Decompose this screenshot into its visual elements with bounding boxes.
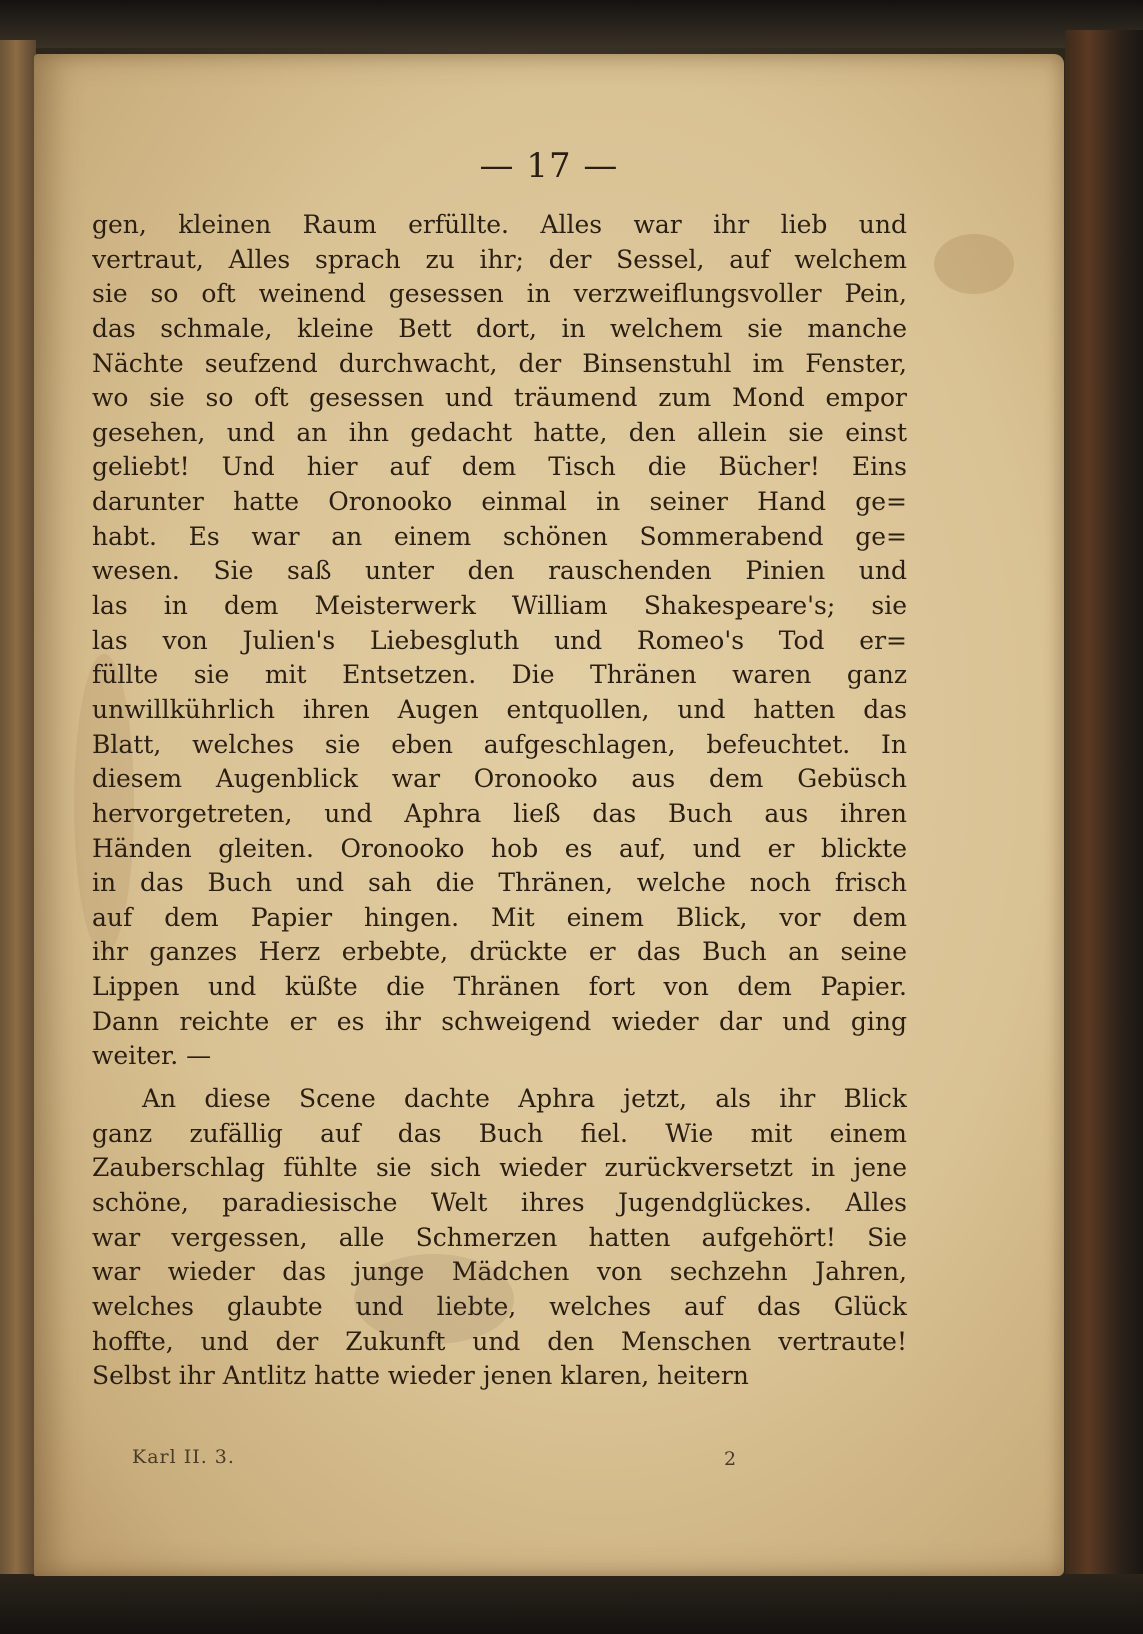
text-line: Blatt, welches sie eben aufgeschlagen, befeuchtet. In — [92, 729, 907, 759]
text-line: wesen. Sie saß unter den rauschenden Pinien und — [92, 556, 907, 586]
signature-mark: Karl II. 3. — [132, 1446, 235, 1468]
text-line: auf dem Papier hingen. Mit einem Blick, vor dem — [92, 902, 907, 932]
text-line: ihr ganzes Herz erbebte, drückte er das Buch an seine — [92, 937, 907, 967]
body-text — [92, 208, 907, 1468]
text-line: geliebt! Und hier auf dem Tisch die Bücher! Eins — [92, 452, 907, 482]
text-line: An diese Scene dachte Aphra jetzt, als ihr Blick — [142, 1084, 907, 1114]
text-line: Händen gleiten. Oronooko hob es auf, und er blickte — [92, 833, 907, 863]
text-line: diesem Augenblick war Oronooko aus dem Gebüsch — [92, 764, 907, 794]
book-spine-left — [0, 40, 36, 1634]
text-line: Selbst ihr Antlitz hatte wieder jenen klaren, heitern — [92, 1361, 749, 1391]
paper-stain — [934, 234, 1014, 294]
text-line: Zauberschlag fühlte sie sich wieder zurückversetzt in jene — [92, 1153, 907, 1183]
book-edge-bottom — [0, 1574, 1143, 1634]
text-line: las von Julien's Liebesgluth und Romeo's Tod er= — [92, 625, 907, 655]
text-line: gen, kleinen Raum erfüllte. Alles war ihr lieb und — [92, 210, 907, 239]
text-line: in das Buch und sah die Thränen, welche noch frisch — [92, 868, 907, 898]
text-line: gesehen, und an ihn gedacht hatte, den allein sie einst — [92, 417, 907, 447]
text-line: hoffte, und der Zukunft und den Menschen vertraute! — [92, 1326, 907, 1356]
text-line: unwillkührlich ihren Augen entquollen, und hatten das — [92, 694, 907, 724]
text-line: wo sie so oft gesessen und träumend zum Mond empor — [92, 383, 907, 413]
book-cover-right — [1065, 30, 1143, 1634]
text-line: vertraut, Alles sprach zu ihr; der Sessel, auf welchem — [92, 244, 907, 274]
text-line: war wieder das junge Mädchen von sechzehn Jahren, — [92, 1257, 907, 1287]
book-edge-top — [0, 0, 1143, 48]
text-line: Nächte seufzend durchwacht, der Binsenstuhl im Fenster, — [92, 348, 907, 378]
text-line: war vergessen, alle Schmerzen hatten aufgehört! Sie — [92, 1222, 907, 1252]
text-line: hervorgetreten, und Aphra ließ das Buch aus ihren — [92, 798, 907, 828]
text-line: welches glaubte und liebte, welches auf das Glück — [92, 1291, 907, 1321]
paragraph-gap — [92, 1074, 907, 1082]
text-line: schöne, paradiesische Welt ihres Jugendglückes. Alles — [92, 1187, 907, 1217]
page-number-header: — 17 — — [479, 146, 619, 186]
text-line: das schmale, kleine Bett dort, in welchem sie manche — [92, 313, 907, 343]
text-line: Lippen und küßte die Thränen fort von dem Papier. — [92, 972, 907, 1002]
book-page — [34, 54, 1064, 1576]
text-line: füllte sie mit Entsetzen. Die Thränen waren ganz — [92, 660, 907, 690]
text-line: las in dem Meisterwerk William Shakespeare's; sie — [92, 591, 907, 621]
text-line: ganz zufällig auf das Buch fiel. Wie mit einem — [92, 1118, 907, 1148]
paragraph-2 — [92, 1082, 907, 1394]
text-line: weiter. — — [92, 1041, 212, 1071]
text-line: sie so oft weinend gesessen in verzweiflungsvoller Pein, — [92, 279, 907, 309]
sheet-number: 2 — [724, 1448, 737, 1470]
text-line: habt. Es war an einem schönen Sommerabend ge= — [92, 521, 907, 551]
text-line: darunter hatte Oronooko einmal in seiner Hand ge= — [92, 487, 907, 517]
paragraph-1 — [92, 208, 907, 1074]
text-line: Dann reichte er es ihr schweigend wieder dar und ging — [92, 1006, 907, 1036]
